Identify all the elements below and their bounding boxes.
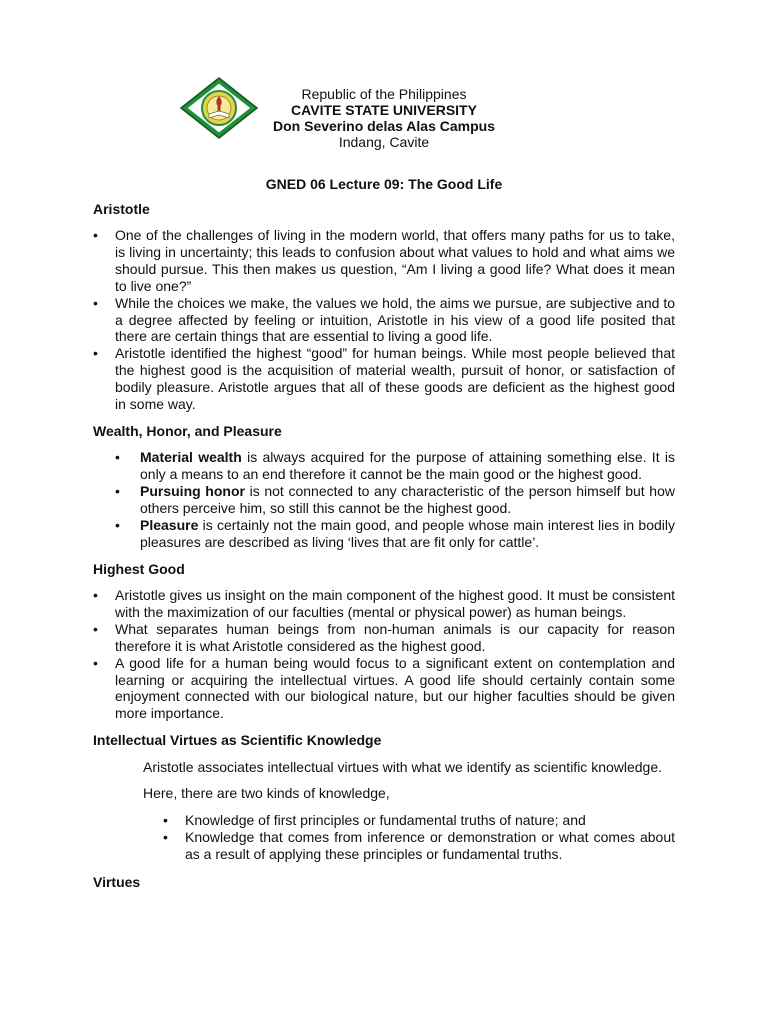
list-item: • A good life for a human being would focus to a significant extent on contemplation and learning or acquiring the intellectual virtues. A good life should certainly contain some enjoyment connected with our biological nature, but our higher faculties should be given more importance. bbox=[93, 655, 675, 723]
section-heading: Virtues bbox=[93, 874, 141, 890]
intellectual-virtues-body-2 bbox=[93, 785, 675, 802]
list-item: • Aristotle gives us insight on the main component of the highest good. It must be consistent with the maximization of our faculties (mental or physical power) as human beings. bbox=[93, 587, 675, 621]
lecture-title: GNED 06 Lecture 09: The Good Life bbox=[265, 176, 503, 192]
term-material-wealth: Material wealth bbox=[140, 449, 242, 465]
list-item bbox=[115, 449, 675, 483]
list-item: • What separates human beings from non-human animals is our capacity for reason therefore it is what Aristotle considered as the highest good. bbox=[93, 621, 675, 655]
term-pleasure: Pleasure bbox=[140, 516, 199, 533]
list-item: • Knowledge of first principles or fundamental truths of nature; and bbox=[163, 812, 675, 829]
section-intellectual-virtues bbox=[93, 732, 675, 749]
list-item: • One of the challenges of living in the modern world, that offers many paths for us to take, is living in uncertainty; this leads to confusion about what values to hold and what aims we should pursue. This then makes us question, “Am I living a good life? What does it mean to live one?” bbox=[93, 227, 675, 295]
list-item bbox=[115, 517, 675, 551]
term-description: is certainly not the main good, and people whose main interest lies in bodily pleasures are described as living ‘lives that are fit only for cattle’. bbox=[140, 516, 675, 550]
intellectual-virtues-body bbox=[93, 759, 675, 776]
paragraph: Aristotle associates intellectual virtues with what we identify as scientific knowledge. bbox=[143, 759, 663, 775]
campus-name: Don Severino delas Alas Campus bbox=[273, 118, 495, 134]
section-heading: Highest Good bbox=[93, 561, 185, 577]
document-header bbox=[220, 86, 548, 150]
term-description: is not connected to any characteristic of the person himself but how others perceive him, so still this cannot be the highest good. bbox=[140, 482, 675, 516]
list-item bbox=[115, 483, 675, 517]
university-name: CAVITE STATE UNIVERSITY bbox=[291, 102, 477, 118]
section-virtues bbox=[93, 874, 675, 891]
section-aristotle bbox=[93, 201, 675, 218]
term-pursuing-honor: Pursuing honor bbox=[140, 482, 245, 499]
section-heading: Intellectual Virtues as Scientific Knowledge bbox=[93, 732, 382, 748]
republic-line: Republic of the Philippines bbox=[301, 86, 467, 102]
term-description: is always acquired for the purpose of attaining something else. It is only a means to an end therefore it cannot be the main good or the highest good. bbox=[140, 449, 675, 482]
section-heading: Wealth, Honor, and Pleasure bbox=[93, 423, 282, 439]
wealth-list bbox=[93, 449, 675, 550]
section-heading: Aristotle bbox=[93, 201, 150, 217]
section-wealth-honor-pleasure bbox=[93, 423, 675, 440]
aristotle-list bbox=[93, 227, 675, 413]
campus-location: Indang, Cavite bbox=[338, 134, 430, 150]
list-item: • While the choices we make, the values we hold, the aims we pursue, are subjective and to a degree affected by feeling or intuition, Aristotle in his view of a good life posited that there are certain things that are essential to living a good life. bbox=[93, 295, 675, 346]
list-item: • Aristotle identified the highest “good” for human beings. While most people believed that the highest good is the acquisition of material wealth, pursuit of honor, or satisfaction of bodily pleasure. Aristotle argues that all of these goods are deficient as the highest good in some way. bbox=[93, 345, 675, 413]
list-item: • Knowledge that comes from inference or demonstration or what comes about as a result of applying these principles or fundamental truths. bbox=[163, 829, 675, 863]
section-highest-good bbox=[93, 561, 675, 578]
paragraph: Here, there are two kinds of knowledge, bbox=[143, 785, 390, 801]
highest-good-list bbox=[93, 587, 675, 722]
knowledge-kinds-list bbox=[93, 812, 675, 863]
